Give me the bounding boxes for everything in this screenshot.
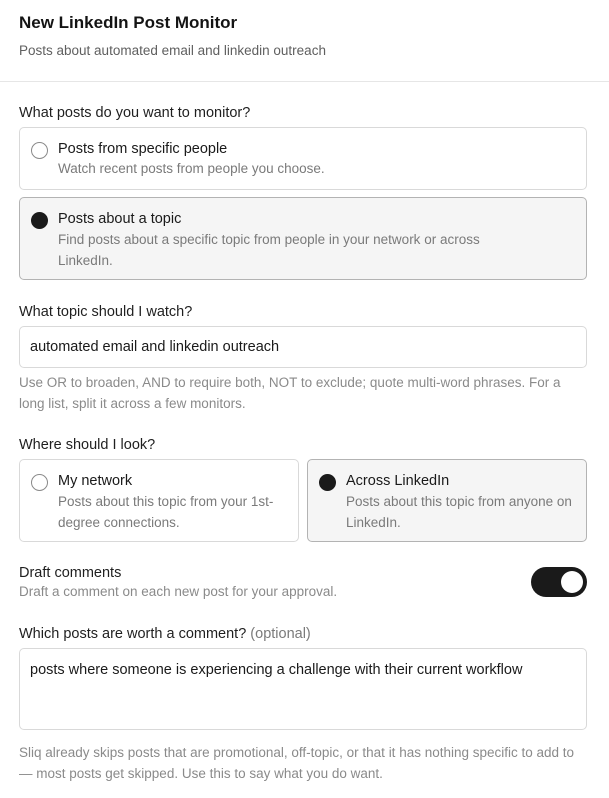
radio-specific-people[interactable] <box>31 142 48 159</box>
monitor-type-label: What posts do you want to monitor? <box>19 105 251 121</box>
page-subtitle: Posts about automated email and linkedin outreach <box>19 43 326 58</box>
option-my-network-desc: Posts about this topic from your 1st-degree connections. <box>58 494 274 530</box>
option-my-network[interactable] <box>19 459 299 542</box>
draft-comments-title: Draft comments <box>19 565 122 581</box>
page-title: New LinkedIn Post Monitor <box>19 13 238 32</box>
radio-topic[interactable] <box>31 212 48 229</box>
radio-across-linkedin[interactable] <box>319 474 336 491</box>
option-topic-desc: Find posts about a specific topic from people in your network or across LinkedIn. <box>58 232 480 268</box>
comment-criteria-helper: Sliq already skips posts that are promotional, off-topic, or that it has nothing specific to add to — most posts get skipped. Use this to say what you do want. <box>19 745 575 781</box>
option-topic[interactable] <box>19 197 587 280</box>
option-topic-title: Posts about a topic <box>58 211 182 227</box>
draft-comments-desc: Draft a comment on each new post for your approval. <box>19 584 338 599</box>
draft-comments-toggle[interactable] <box>531 567 587 597</box>
radio-my-network[interactable] <box>31 474 48 491</box>
toggle-knob <box>561 571 583 593</box>
option-across-linkedin-title: Across LinkedIn <box>346 473 450 489</box>
comment-criteria-label <box>19 625 311 643</box>
topic-label: What topic should I watch? <box>19 304 193 320</box>
option-across-linkedin[interactable] <box>307 459 587 542</box>
comment-criteria-label-text: Which posts are worth a comment? <box>19 626 247 642</box>
option-across-linkedin-desc: Posts about this topic from anyone on LinkedIn. <box>346 494 572 530</box>
option-specific-people-desc: Watch recent posts from people you choose. <box>58 161 325 176</box>
comment-criteria-textarea[interactable]: posts where someone is experiencing a challenge with their current workflow <box>19 648 587 730</box>
topic-helper: Use OR to broaden, AND to require both, NOT to exclude; quote multi-word phrases. For a long list, split it across a few monitors. <box>19 375 561 411</box>
optional-tag: (optional) <box>250 626 311 642</box>
topic-input[interactable]: automated email and linkedin outreach <box>19 326 587 368</box>
option-my-network-title: My network <box>58 473 133 489</box>
option-specific-people[interactable] <box>19 127 587 190</box>
page-header <box>0 0 609 82</box>
option-specific-people-title: Posts from specific people <box>58 141 228 157</box>
scope-label: Where should I look? <box>19 437 156 453</box>
